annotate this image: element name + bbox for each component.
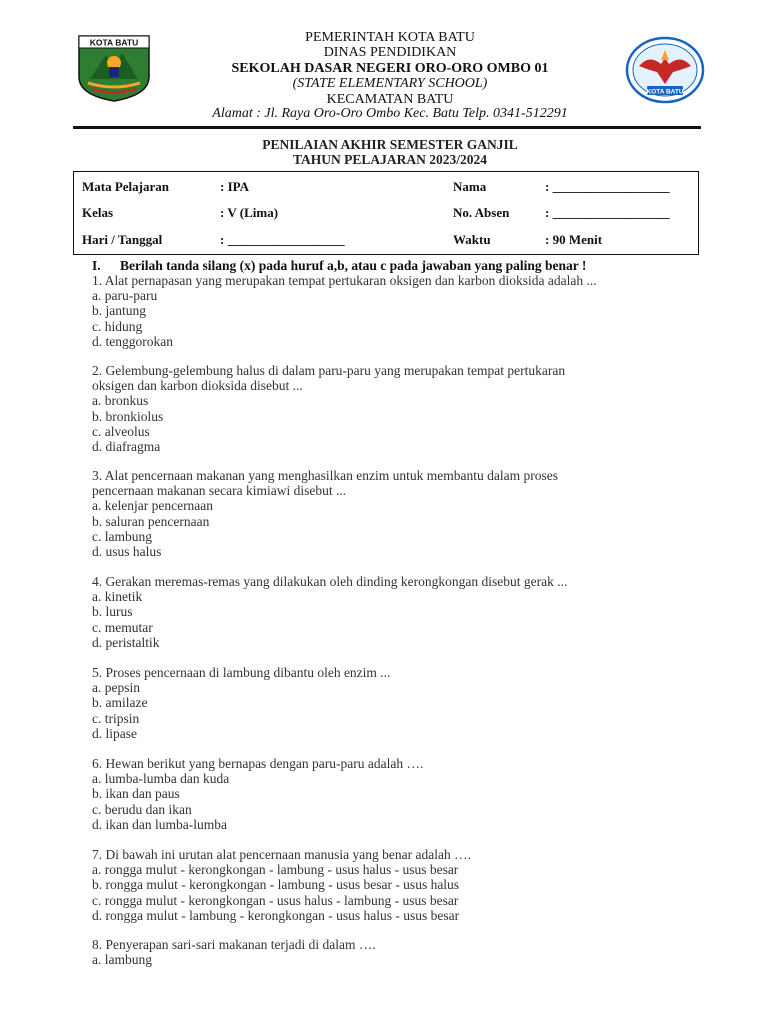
question-1	[92, 273, 652, 349]
question-text: 7. Di bawah ini urutan alat pencernaan manusia yang benar adalah ….	[92, 847, 471, 862]
time-label: Waktu	[453, 232, 491, 247]
option-c[interactable]: c. berudu dan ikan	[92, 801, 192, 817]
option-d[interactable]: d. usus halus	[92, 544, 162, 560]
option-c[interactable]: c. lambung	[92, 528, 152, 544]
time-value: : 90 Menit	[545, 232, 603, 247]
header-divider	[73, 126, 701, 129]
option-d[interactable]: d. rongga mulut - lambung - kerongkongan - usus halus - usus besar	[92, 907, 460, 923]
exam-year: TAHUN PELAJARAN 2023/2024	[292, 152, 487, 167]
name-label: Nama	[453, 179, 487, 194]
kota-batu-emblem-left	[76, 33, 152, 103]
question-text: 5. Proses pencernaan di lambung dibantu oleh enzim ...	[92, 665, 391, 680]
option-d[interactable]: d. ikan dan lumba-lumba	[92, 816, 227, 832]
option-b[interactable]: b. amilaze	[92, 695, 148, 711]
option-c[interactable]: c. memutar	[92, 619, 153, 635]
question-text: 1. Alat pernapasan yang merupakan tempat pertukaran oksigen dan karbon dioksida adalah ...	[92, 273, 597, 288]
option-d[interactable]: d. tenggorokan	[92, 333, 173, 349]
header-department: DINAS PENDIDIKAN	[323, 45, 457, 60]
option-d[interactable]: d. peristaltik	[92, 634, 160, 650]
class-label: Kelas	[82, 205, 114, 220]
question-text: 8. Penyerapan sari-sari makanan terjadi di dalam ….	[92, 937, 376, 952]
option-a[interactable]: a. kelenjar pencernaan	[92, 498, 214, 514]
absen-field[interactable]: : __________________	[545, 205, 670, 220]
option-a[interactable]: a. kinetik	[92, 589, 143, 605]
option-b[interactable]: b. saluran pencernaan	[92, 513, 210, 529]
option-d[interactable]: d. diafragma	[92, 439, 161, 455]
option-c[interactable]: c. hidung	[92, 318, 143, 334]
class-value: : V (Lima)	[220, 205, 279, 220]
header-school-english: (STATE ELEMENTARY SCHOOL)	[292, 76, 488, 91]
question-6	[92, 756, 652, 832]
header-district: KECAMATAN BATU	[326, 92, 454, 107]
option-a[interactable]: a. lumba-lumba dan kuda	[92, 771, 230, 787]
date-field[interactable]: : __________________	[220, 232, 345, 247]
option-a[interactable]: a. paru-paru	[92, 288, 158, 304]
subject-value: : IPA	[220, 179, 250, 194]
option-c[interactable]: c. rongga mulut - kerongkongan - usus halus - lambung - usus besar	[92, 892, 459, 908]
question-7	[92, 847, 652, 923]
question-text: 6. Hewan berikut yang bernapas dengan paru-paru adalah ….	[92, 756, 424, 771]
option-a[interactable]: a. rongga mulut - kerongkongan - lambung - usus halus - usus besar	[92, 862, 459, 878]
left-logo-text: KOTA BATU	[89, 37, 139, 48]
option-b[interactable]: b. bronkiolus	[92, 408, 164, 424]
option-a[interactable]: a. lambung	[92, 952, 152, 968]
exam-title: PENILAIAN AKHIR SEMESTER GANJIL	[262, 137, 518, 152]
question-text: 4. Gerakan meremas-remas yang dilakukan oleh dinding kerongkongan disebut gerak ...	[92, 574, 568, 589]
header-address: Alamat : Jl. Raya Oro-Oro Ombo Kec. Batu Telp. 0341-512291	[212, 106, 568, 121]
right-logo-text: KOTA BATU	[646, 88, 684, 96]
instruction	[92, 258, 586, 274]
header-government: PEMERINTAH KOTA BATU	[305, 30, 475, 45]
header-school-name: SEKOLAH DASAR NEGERI ORO-ORO OMBO 01	[231, 61, 549, 76]
option-c[interactable]: c. alveolus	[92, 423, 150, 439]
option-d[interactable]: d. lipase	[92, 725, 137, 741]
option-a[interactable]: a. bronkus	[92, 393, 149, 409]
question-text: 2. Gelembung-gelembung halus di dalam paru-paru yang merupakan tempat pertukaran	[92, 363, 566, 378]
option-b[interactable]: b. ikan dan paus	[92, 786, 180, 802]
question-8	[92, 937, 652, 967]
school-emblem-right	[625, 36, 705, 104]
absen-label: No. Absen	[453, 205, 510, 220]
name-field[interactable]: : __________________	[545, 179, 670, 194]
option-a[interactable]: a. pepsin	[92, 680, 140, 696]
question-text-cont: oksigen dan karbon dioksida disebut ...	[92, 378, 303, 394]
option-b[interactable]: b. jantung	[92, 303, 146, 319]
question-text-cont: pencernaan makanan secara kimiawi disebut ...	[92, 483, 347, 499]
subject-label: Mata Pelajaran	[82, 179, 170, 194]
option-b[interactable]: b. rongga mulut - kerongkongan - lambung - usus besar - usus halus	[92, 877, 460, 893]
date-label: Hari / Tanggal	[82, 232, 163, 247]
question-2	[92, 363, 652, 454]
option-c[interactable]: c. tripsin	[92, 710, 140, 726]
question-5	[92, 665, 652, 741]
option-b[interactable]: b. lurus	[92, 604, 133, 620]
question-3	[92, 468, 652, 559]
section-number: I.	[92, 258, 101, 273]
question-4	[92, 574, 652, 650]
question-text: 3. Alat pencernaan makanan yang menghasilkan enzim untuk membantu dalam proses	[92, 468, 558, 483]
instruction-text: Berilah tanda silang (x) pada huruf a,b, atau c pada jawaban yang paling benar !	[120, 258, 587, 273]
